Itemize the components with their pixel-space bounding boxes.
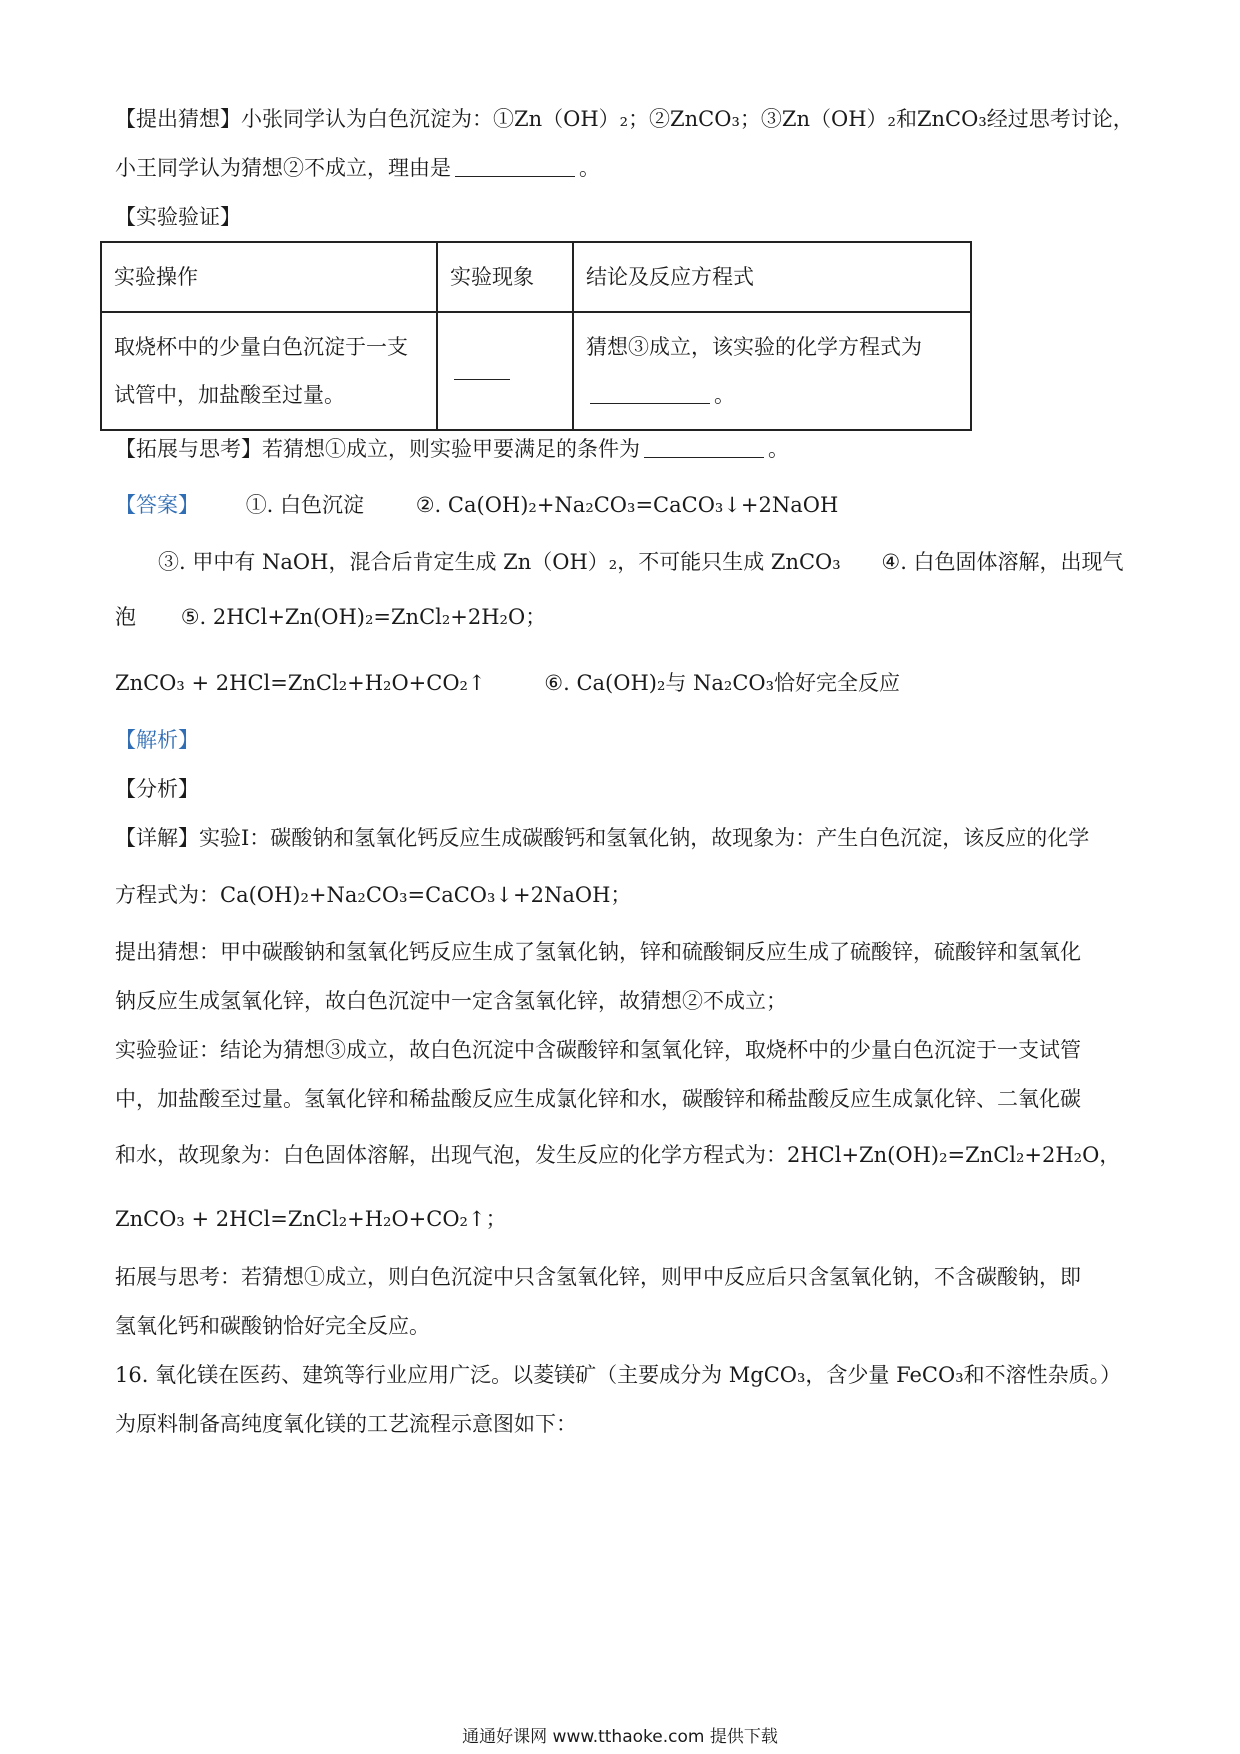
conjecture-line-2 (115, 153, 600, 183)
answer-line-1 (115, 490, 838, 520)
page-footer: 通通好课网 www.tthaoke.com 提供下载 (462, 1727, 778, 1747)
cell-conclusion (573, 312, 971, 430)
equation-blank (590, 383, 710, 404)
conjecture-line-1: 【提出猜想】小张同学认为白色沉淀为：①Zn（OH）₂；②ZnCO₃；③Zn（OH）₂和ZnCO₃经过思考讨论， (115, 107, 1134, 131)
period: 。 (768, 437, 789, 461)
detail-line-7: 和水，故现象为：白色固体溶解，出现气泡，发生反应的化学方程式为：2HCl+Zn(OH)₂=ZnCl₂+2H₂O， (115, 1143, 1121, 1167)
period: 。 (579, 156, 600, 180)
answer-5: ⑤. 2HCl+Zn(OH)₂=ZnCl₂+2H₂O； (180, 605, 547, 629)
detail-line-6: 中，加盐酸至过量。氢氧化锌和稀盐酸反应生成氯化锌和水，碳酸锌和稀盐酸反应生成氯化锌、二氧化碳 (115, 1087, 1081, 1111)
detail-line-4: 钠反应生成氢氧化锌，故白色沉淀中一定含氢氧化锌，故猜想②不成立； (115, 989, 787, 1013)
detail-line-5: 实验验证：结论为猜想③成立，故白色沉淀中含碳酸锌和氢氧化锌，取烧杯中的少量白色沉淀于一支试管 (115, 1038, 1081, 1062)
answer-blank (455, 156, 575, 177)
table-header-row (101, 242, 971, 312)
header-operation: 实验操作 (101, 242, 437, 312)
header-phenomenon: 实验现象 (437, 242, 573, 312)
answer-3: ③. 甲中有 NaOH，混合后肯定生成 Zn（OH）₂，不可能只生成 ZnCO₃ (158, 550, 841, 574)
detail-line-10: 氢氧化钙和碳酸钠恰好完全反应。 (115, 1314, 430, 1338)
operation-line-1: 取烧杯中的少量白色沉淀于一支 (114, 335, 408, 359)
cell-operation (101, 312, 437, 430)
answer-6: ⑥. Ca(OH)₂与 Na₂CO₃恰好完全反应 (544, 671, 901, 695)
header-conclusion: 结论及反应方程式 (573, 242, 971, 312)
cell-phenomenon (437, 312, 573, 430)
phenomenon-blank (454, 359, 510, 380)
question-16-line-1: 16. 氧化镁在医药、建筑等行业应用广泛。以菱镁矿（主要成分为 MgCO₃，含少量 FeCO₃和不溶性杂质。） (115, 1363, 1122, 1387)
analysis-label: 【解析】 (115, 728, 199, 752)
experiment-table (100, 241, 972, 431)
answer-line-2 (158, 547, 1124, 577)
answer-4: ④. 白色固体溶解，出现气 (881, 550, 1124, 574)
detail-line-2: 方程式为：Ca(OH)₂+Na₂CO₃=CaCO₃↓+2NaOH； (115, 883, 632, 907)
detail-line-3: 提出猜想：甲中碳酸钠和氢氧化钙反应生成了氢氧化钠，锌和硫酸铜反应生成了硫酸锌，硫酸锌和氢氧化 (115, 940, 1081, 964)
section-heading-verify: 【实验验证】 (115, 205, 241, 229)
answer-1: ①. 白色沉淀 (245, 493, 365, 517)
conjecture-reason-text: 小王同学认为猜想②不成立，理由是 (115, 156, 451, 180)
operation-line-2: 试管中，加盐酸至过量。 (114, 383, 345, 407)
condition-blank (644, 437, 764, 458)
extend-line (115, 434, 789, 464)
conclusion-line-1: 猜想③成立，该实验的化学方程式为 (586, 335, 922, 359)
table-row (101, 312, 971, 430)
question-16-line-2: 为原料制备高纯度氧化镁的工艺流程示意图如下： (115, 1412, 577, 1436)
period: 。 (714, 383, 735, 407)
conclusion-line-2 (586, 371, 958, 419)
answer-4-continued: 泡 (115, 605, 136, 629)
answer-line-3 (115, 602, 546, 632)
analysis-heading: 【分析】 (115, 777, 199, 801)
detail-line-9: 拓展与思考：若猜想①成立，则白色沉淀中只含氢氧化锌，则甲中反应后只含氢氧化钠，不含碳酸钠，即 (115, 1265, 1081, 1289)
answer-5-equation-2: ZnCO₃ + 2HCl=ZnCl₂+H₂O+CO₂↑ (115, 671, 486, 695)
answer-line-4 (115, 668, 900, 698)
answer-label: 【答案】 (115, 493, 199, 517)
detail-line-1: 【详解】实验I：碳酸钠和氢氧化钙反应生成碳酸钙和氢氧化钠，故现象为：产生白色沉淀，该反应的化学 (115, 826, 1090, 850)
extend-text: 【拓展与思考】若猜想①成立，则实验甲要满足的条件为 (115, 437, 640, 461)
answer-2: ②. Ca(OH)₂+Na₂CO₃=CaCO₃↓+2NaOH (415, 493, 839, 517)
detail-line-8: ZnCO₃ + 2HCl=ZnCl₂+H₂O+CO₂↑； (115, 1207, 507, 1231)
